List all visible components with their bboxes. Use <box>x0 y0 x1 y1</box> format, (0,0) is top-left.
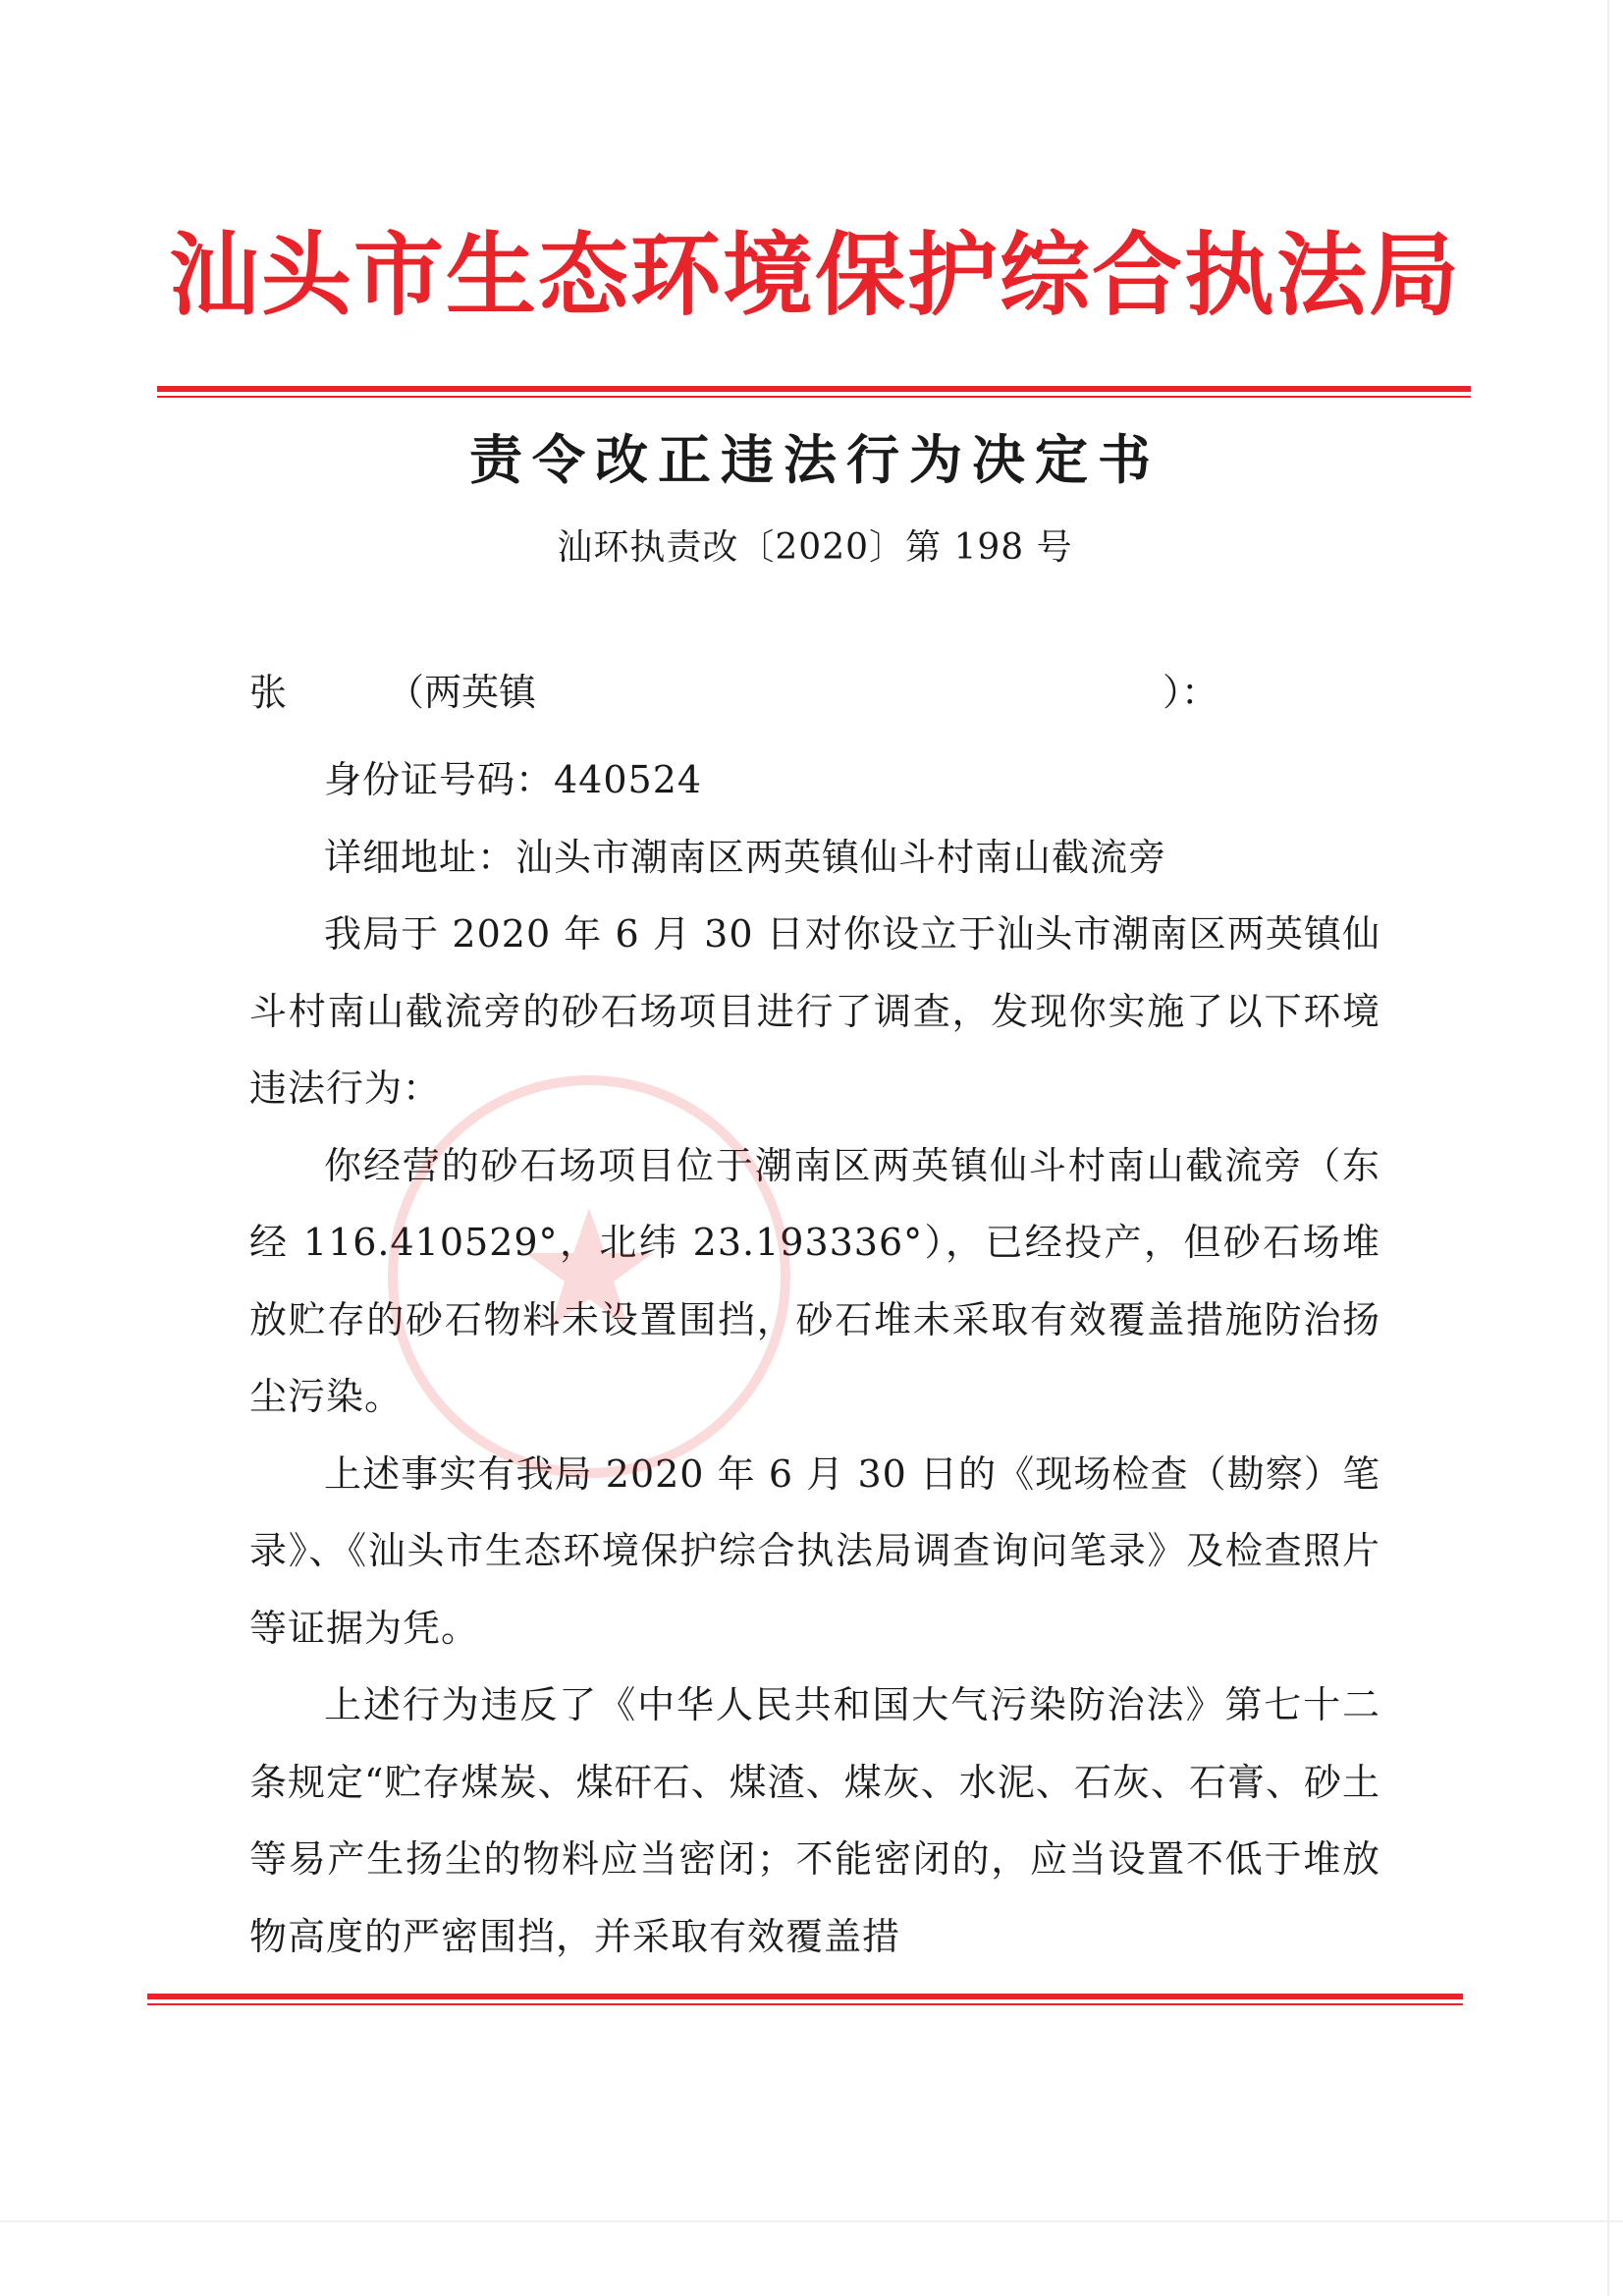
decision-body <box>249 741 1380 1975</box>
footer-rule <box>147 1994 1463 1999</box>
recipient-address-open: （两英镇 <box>387 671 537 714</box>
recipient-name: 张 <box>249 671 288 714</box>
body-paragraph: 上述事实有我局 2020 年 6 月 30 日的《现场检查（勘察）笔录》、《汕头市生态环境保护综合执法局调查询问笔录》及检查照片等证据为凭。 <box>249 1451 1380 1650</box>
body-paragraph: 你经营的砂石场项目位于潮南区两英镇仙斗村南山截流旁（东经 116.410529°，北纬 23.193336°），已经投产，但砂石场堆放贮存的砂石物料未设置围挡，砂石堆未采取有效覆盖措施防治扬尘污染。 <box>249 1143 1380 1418</box>
agency-header: 汕头市生态环境保护综合执法局 <box>168 223 1461 328</box>
header-rule <box>157 386 1471 392</box>
body-paragraph: 我局于 2020 年 6 月 30 日对你设立于汕头市潮南区两英镇仙斗村南山截流旁的砂石场项目进行了调查，发现你实施了以下环境违法行为： <box>249 912 1380 1110</box>
recipient-line <box>249 668 1379 717</box>
address-line: 详细地址：汕头市潮南区两英镇仙斗村南山截流旁 <box>324 835 1167 879</box>
document-number: 汕环执责改〔2020〕第 198 号 <box>557 527 1073 568</box>
id-number-line: 身份证号码：440524 <box>324 758 703 801</box>
body-paragraph: 上述行为违反了《中华人民共和国大气污染防治法》第七十二条规定“贮存煤炭、煤矸石、煤渣、煤灰、水泥、石灰、石膏、砂土等易产生扬尘的物料应当密闭；不能密闭的，应当设置不低于堆放物高度的严密围挡，并采取有效覆盖措 <box>249 1683 1380 1958</box>
header-rule-thin <box>157 396 1471 398</box>
document-title: 责令改正违法行为决定书 <box>469 429 1161 491</box>
footer-rule-thin <box>147 2003 1463 2005</box>
recipient-address-close: ）： <box>1163 671 1219 714</box>
